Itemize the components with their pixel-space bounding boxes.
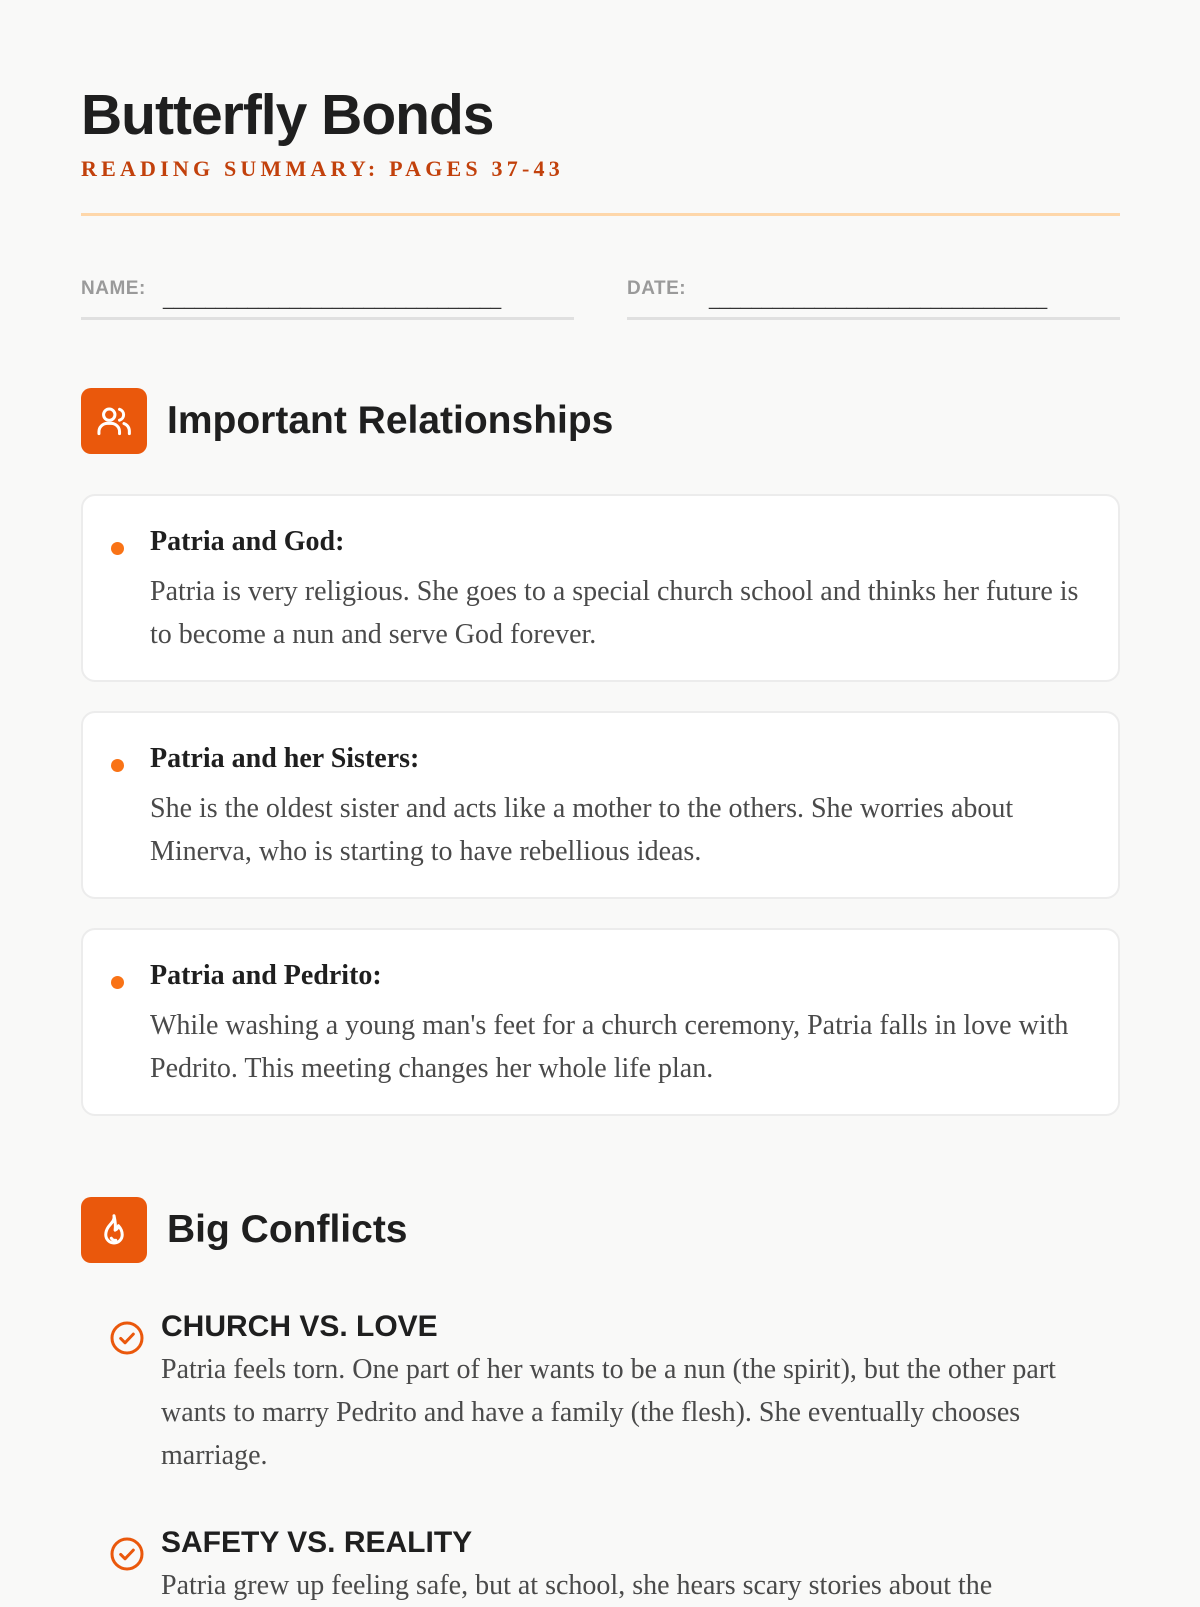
page-subtitle: READING SUMMARY: PAGES 37-43	[81, 156, 564, 181]
users-icon	[81, 388, 147, 454]
relationship-card	[81, 928, 1120, 1116]
bullet-dot	[111, 976, 124, 989]
conflicts-title: Big Conflicts	[167, 1208, 408, 1251]
date-blank[interactable]: ________________________________	[709, 289, 1048, 310]
check-circle-icon	[109, 1536, 145, 1572]
page-title: Butterfly Bonds	[81, 83, 494, 147]
name-label: NAME:	[81, 278, 146, 299]
relationship-card	[81, 494, 1120, 682]
conflict-text: Patria feels torn. One part of her wants to be a nun (the spirit), but the other part wants to marry Pedrito and have a family (the flesh). She eventually chooses marriage.	[161, 1354, 1056, 1471]
name-blank[interactable]: ________________________________	[163, 289, 502, 310]
check-circle-icon	[109, 1320, 145, 1356]
relationship-text: Patria is very religious. She goes to a special church school and thinks her future is to become a nun and serve God forever.	[150, 576, 1079, 650]
title-divider	[81, 213, 1120, 216]
relationship-text: She is the oldest sister and acts like a mother to the others. She worries about Minerva, who is starting to have rebellious ideas.	[150, 793, 1014, 867]
relationship-card	[81, 711, 1120, 899]
relationship-name: Patria and God:	[150, 526, 345, 557]
flame-icon	[81, 1197, 147, 1263]
name-field[interactable]	[81, 268, 574, 320]
date-label: DATE:	[627, 278, 687, 299]
conflict-title: SAFETY VS. REALITY	[161, 1526, 473, 1559]
conflict-title: CHURCH VS. LOVE	[161, 1310, 438, 1343]
relationship-text: While washing a young man's feet for a church ceremony, Patria falls in love with Pedrito. This meeting changes her whole life plan.	[150, 1010, 1069, 1084]
date-field[interactable]	[627, 268, 1120, 320]
bullet-dot	[111, 759, 124, 772]
bullet-dot	[111, 542, 124, 555]
relationships-title: Important Relationships	[167, 399, 614, 442]
relationship-name: Patria and Pedrito:	[150, 960, 382, 991]
relationship-name: Patria and her Sisters:	[150, 743, 420, 774]
conflict-text: Patria grew up feeling safe, but at school, she hears scary stories about the	[161, 1570, 993, 1601]
